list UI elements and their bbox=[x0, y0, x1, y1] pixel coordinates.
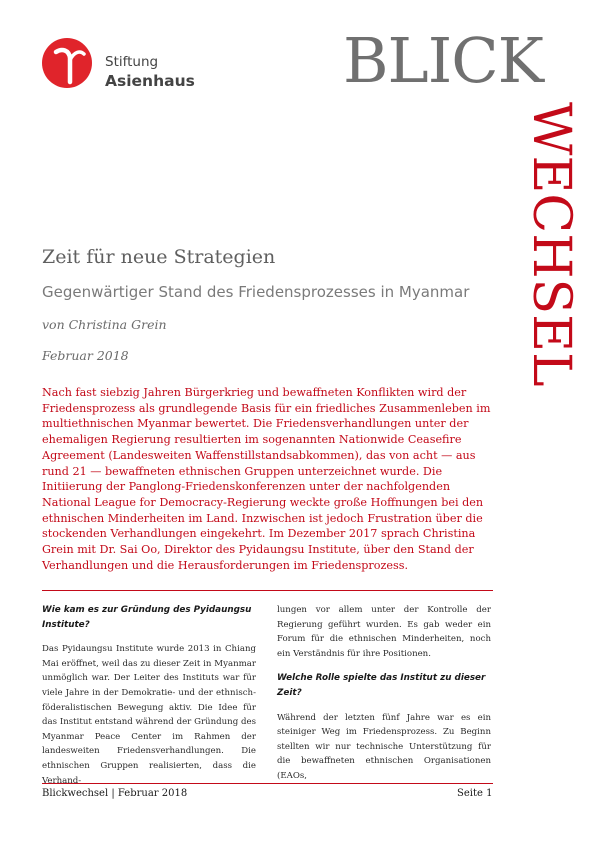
column-right bbox=[277, 603, 491, 794]
article-date: Februar 2018 bbox=[42, 348, 129, 363]
divider-top bbox=[42, 590, 493, 591]
question-heading: Welche Rolle spielte das Institut zu dieser Zeit? bbox=[277, 673, 486, 698]
column-left bbox=[42, 603, 256, 798]
article-title: Zeit für neue Strategien bbox=[42, 246, 276, 268]
logo-text-asienhaus: Asienhaus bbox=[105, 72, 195, 90]
answer-paragraph: Das Pyidaungsu Institute wurde 2013 in Chiang Mai eröffnet, weil das zu dieser Zeit in Myanmar unmöglich war. Der Leiter des Instituts war für viele Jahre in der Demokratie- und der ethnisch-föderalistischen Bewegung aktiv. Die Idee für das Institut entstand während der Gründung des Myanmar Peace Center im Rahmen der landesweiten Friedensverhandlungen. Die ethnischen Gruppen realisierten, dass die Verhand- bbox=[42, 644, 256, 786]
divider-bottom bbox=[42, 783, 493, 784]
article-author: von Christina Grein bbox=[42, 317, 167, 332]
answer-paragraph: Während der letzten fünf Jahre war es ein steiniger Weg im Friedensprozess. Zu Beginn stellten wir nur technische Unterstützung für die bewaffneten ethnischen Organisationen (EAOs, bbox=[277, 712, 491, 781]
intro-paragraph: Nach fast siebzig Jahren Bürgerkrieg und bewaffneten Konflikten wird der Friedensprozess als grundlegende Basis für ein friedliches Zusammenleben im multiethnischen Myanmar bewertet. Die Friedensverhandlungen unter der ehemaligen Regierung resultierten im sogenannten Nationwide Ceasefire Agreement (Landesweiten Waffenstillstandsabkommen), das von acht — aus rund 21 — bewaffneten ethnischen Gruppen unterzeichnet wurde. Die Initiierung der Panglong-Friedenskonferenzen unter der nachfolgenden National League for Democracy-Regierung weckte große Hoffnungen bei den ethnischen Minderheiten im Land. Inzwischen ist jedoch Frustration über die stockenden Verhandlungen eingekehrt. Im Dezember 2017 sprach Christina Grein mit Dr. Sai Oo, Direktor des Pyidaungsu Institute, über den Stand der Verhandlungen und die Herausforderungen im Friedensprozess. bbox=[42, 386, 491, 572]
continued-paragraph: lungen vor allem unter der Kontrolle der Regierung geführt wurden. Es gab weder ein Forum für die ethnischen Minderheiten, noch ein Verständnis für ihre Positionen. bbox=[277, 605, 491, 659]
question-heading: Wie kam es zur Gründung des Pyidaungsu Institute? bbox=[42, 605, 252, 630]
logo-text-stiftung: Stiftung bbox=[105, 54, 159, 70]
masthead-wechsel: WECHSEL bbox=[521, 102, 581, 387]
footer-publication: Blickwechsel | Februar 2018 bbox=[42, 788, 188, 799]
stiftung-asienhaus-logo bbox=[42, 38, 92, 88]
page-number: Seite 1 bbox=[457, 788, 493, 799]
masthead-blick: BLICK bbox=[343, 24, 543, 97]
article-subtitle: Gegenwärtiger Stand des Friedensprozesses in Myanmar bbox=[42, 283, 470, 301]
